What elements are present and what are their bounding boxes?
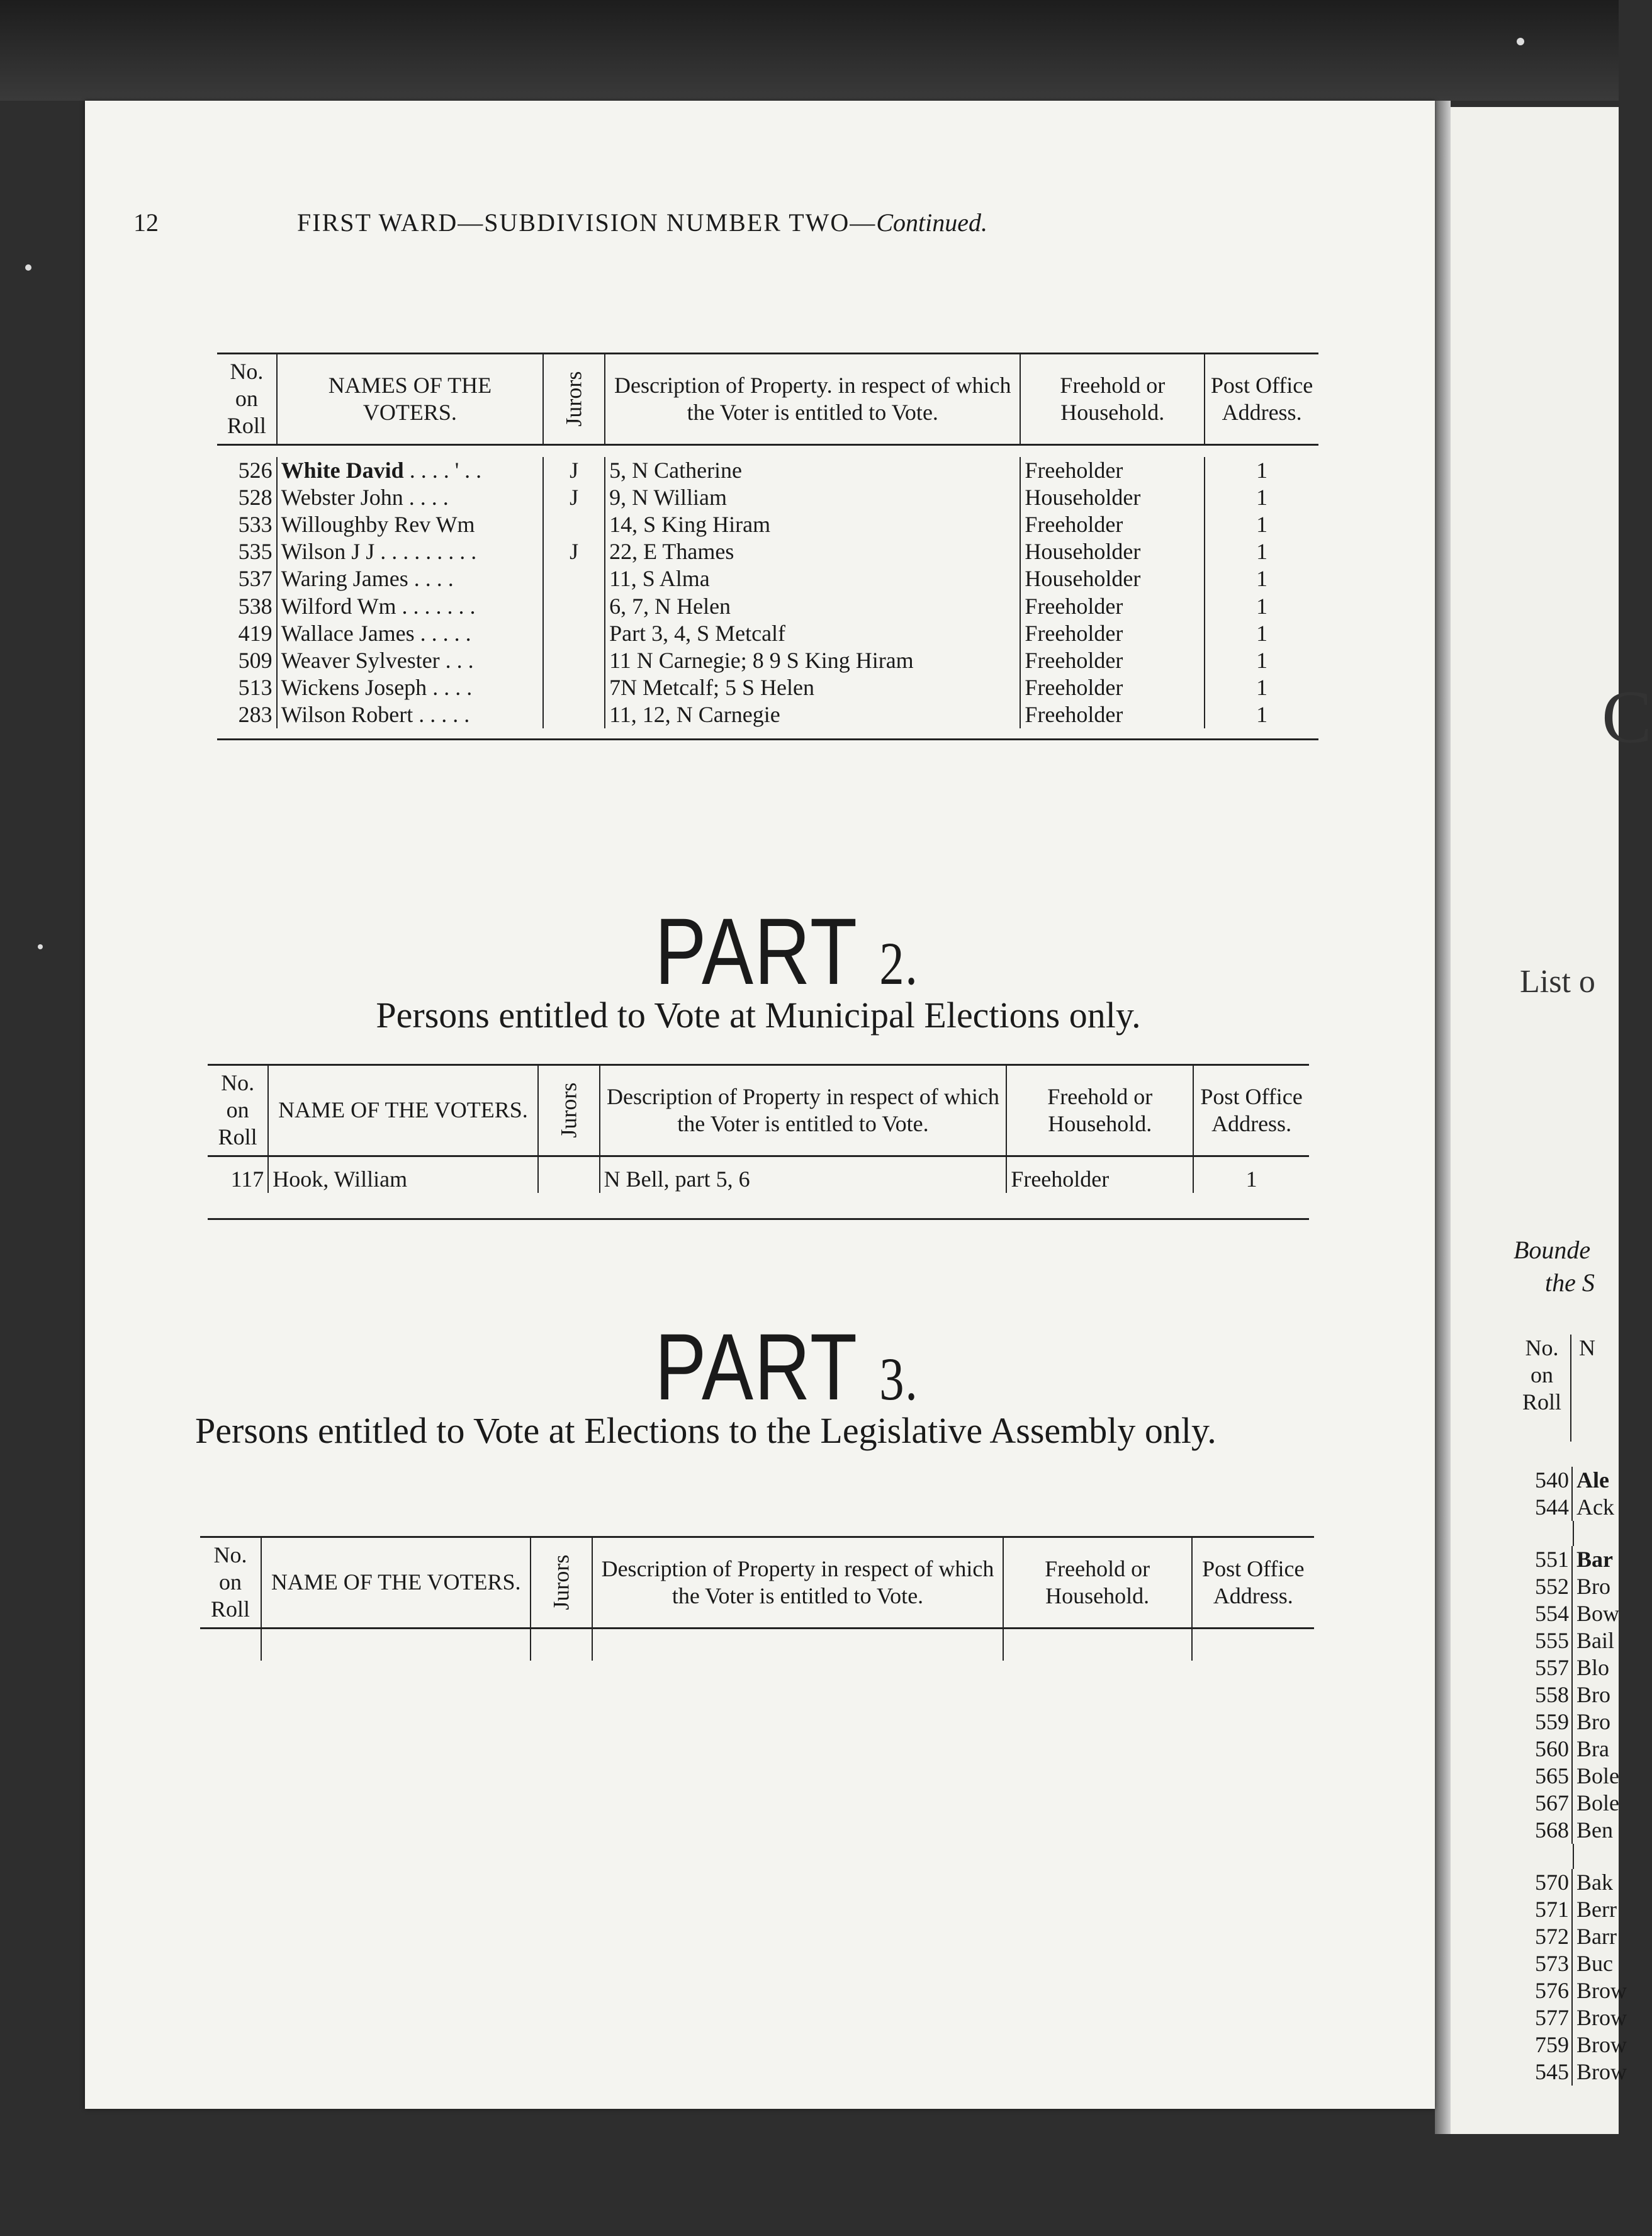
leader-dots: . . . . . xyxy=(414,620,471,646)
voter-row xyxy=(217,457,1318,484)
voter-name xyxy=(277,593,543,620)
right-roll-number: 567 xyxy=(1514,1790,1573,1817)
leader-dots: . . . . xyxy=(408,566,454,592)
part1-voter-table xyxy=(217,353,1318,740)
roll-number: 419 xyxy=(238,620,273,646)
col-freehold: Freehold or Household. xyxy=(1003,1537,1192,1629)
property-description: Part 3, 4, S Metcalf xyxy=(605,620,1020,647)
tenure: Freeholder xyxy=(1020,457,1205,484)
right-name-fragment: Brow xyxy=(1576,2032,1627,2057)
roll-number: 538 xyxy=(238,593,273,619)
scan-background-top xyxy=(0,0,1619,101)
col-jurors xyxy=(531,1537,592,1629)
voter-name-text: Willoughby Rev Wm xyxy=(281,511,475,537)
right-name-fragment: Blo xyxy=(1576,1655,1610,1680)
part1-rows xyxy=(217,457,1318,729)
right-list-item xyxy=(1514,1600,1627,1627)
part3-subtitle-text: Persons entitled to Vote at Elections to the Legislative Assembly only. xyxy=(195,1410,1217,1451)
right-name-fragment: Brow xyxy=(1576,2005,1627,2030)
juror-mark xyxy=(543,593,605,620)
tenure: Freeholder xyxy=(1020,674,1205,701)
right-roll-number: 576 xyxy=(1514,1977,1573,2004)
right-page-fragment xyxy=(1451,107,1652,2134)
tenure: Freeholder xyxy=(1020,701,1205,728)
voter-name xyxy=(277,484,543,511)
right-list-item xyxy=(1514,1627,1627,1654)
right-name-fragment: Buc xyxy=(1576,1951,1613,1976)
roll-number: 283 xyxy=(238,702,273,728)
right-list-item xyxy=(1514,1950,1627,1977)
right-roll-number: 572 xyxy=(1514,1923,1573,1950)
right-name-fragment: Bow xyxy=(1576,1601,1620,1626)
right-list-item xyxy=(1514,1467,1627,1494)
post-office-address: 1 xyxy=(1205,647,1318,674)
right-list-item xyxy=(1514,2031,1627,2058)
right-name-fragment: Bole xyxy=(1576,1763,1619,1788)
right-name-fragment: Bro xyxy=(1576,1574,1610,1599)
right-name-fragment: Bro xyxy=(1576,1682,1610,1707)
right-name-fragment: Bro xyxy=(1576,1709,1610,1734)
property-description: 11, S Alma xyxy=(605,565,1020,592)
bounded-line-2: the S xyxy=(1545,1268,1595,1297)
leader-dots: . . . xyxy=(439,647,474,673)
jurors-label: Jurors xyxy=(548,1554,574,1610)
leader-dots: . . . . . xyxy=(413,702,470,728)
right-name-fragment: Ack xyxy=(1576,1494,1614,1520)
right-roll-number: 544 xyxy=(1514,1494,1573,1521)
leader-dots: . . . . ' . . xyxy=(403,457,482,483)
right-name-fragment: Brow xyxy=(1576,1978,1627,2003)
juror-mark: J xyxy=(543,538,605,565)
voter-name-text: White David xyxy=(281,457,404,483)
part3-title-word: PART xyxy=(655,1314,857,1420)
juror-mark xyxy=(543,647,605,674)
part2-title-word: PART xyxy=(655,898,857,1004)
property-description: 5, N Catherine xyxy=(605,457,1020,484)
voter-name: Hook, William xyxy=(268,1156,537,1193)
voter-name xyxy=(277,620,543,647)
property-description: 11, 12, N Carnegie xyxy=(605,701,1020,728)
voter-name xyxy=(277,674,543,701)
property-description: 9, N William xyxy=(605,484,1020,511)
right-name-fragment: Bar xyxy=(1576,1547,1613,1572)
right-roll-number: 540 xyxy=(1514,1467,1573,1494)
roll-number: 117 xyxy=(230,1166,264,1192)
voter-row xyxy=(217,620,1318,647)
scan-speck xyxy=(1517,38,1524,45)
right-roll-number: 552 xyxy=(1514,1573,1573,1600)
right-name-fragment: Bra xyxy=(1576,1736,1609,1761)
voter-row xyxy=(217,484,1318,511)
voter-name xyxy=(277,457,543,484)
jurors-label: Jurors xyxy=(561,371,587,427)
tenure: Householder xyxy=(1020,565,1205,592)
post-office-address: 1 xyxy=(1193,1156,1309,1193)
col-jurors xyxy=(538,1065,600,1156)
right-roll-number: 551 xyxy=(1514,1546,1573,1573)
post-office-address: 1 xyxy=(1205,511,1318,538)
part2-number: 2. xyxy=(879,930,919,997)
tenure: Freeholder xyxy=(1020,620,1205,647)
tenure: Freeholder xyxy=(1020,511,1205,538)
right-list-item xyxy=(1514,1573,1627,1600)
roll-number: 513 xyxy=(238,675,273,701)
page-number: 12 xyxy=(133,208,159,237)
tenure: Freeholder xyxy=(1006,1156,1193,1193)
right-list-item xyxy=(1514,2004,1627,2031)
property-description: N Bell, part 5, 6 xyxy=(600,1156,1007,1193)
right-page-heading-letter: C xyxy=(1602,675,1652,759)
property-description: 6, 7, N Helen xyxy=(605,593,1020,620)
leader-dots: . . . . . . . . . xyxy=(374,539,477,565)
voter-row xyxy=(217,511,1318,538)
post-office-address: 1 xyxy=(1205,538,1318,565)
juror-mark xyxy=(538,1156,600,1193)
post-office-address: 1 xyxy=(1205,565,1318,592)
col-post-office: Post Office Address. xyxy=(1205,354,1318,445)
voter-row xyxy=(217,593,1318,620)
roll-number: 528 xyxy=(238,484,273,510)
col-post-office: Post Office Address. xyxy=(1193,1065,1309,1156)
roll-number: 533 xyxy=(238,511,273,537)
juror-mark xyxy=(543,620,605,647)
right-list-item xyxy=(1514,1681,1627,1708)
right-name-fragment: Brow xyxy=(1576,2059,1627,2084)
right-name-fragment: Ale xyxy=(1576,1467,1609,1493)
voter-row xyxy=(217,538,1318,565)
voter-name-text: Wallace James xyxy=(281,620,415,646)
col-description: Description of Property in respect of which the Voter is entitled to Vote. xyxy=(592,1537,1003,1629)
post-office-address: 1 xyxy=(1205,674,1318,701)
right-name-fragment: Barr xyxy=(1576,1924,1617,1949)
roll-number: 509 xyxy=(238,647,273,673)
col-names: NAME OF THE VOTERS. xyxy=(268,1065,537,1156)
part3-subtitle xyxy=(195,1410,1322,1452)
right-list-item xyxy=(1514,1654,1627,1681)
col-description: Description of Property. in respect of which the Voter is entitled to Vote. xyxy=(605,354,1020,445)
voter-row xyxy=(208,1156,1309,1193)
juror-mark xyxy=(543,674,605,701)
voter-name-text: Wickens Joseph xyxy=(281,675,427,701)
right-name-fragment: Berr xyxy=(1576,1897,1617,1922)
post-office-address: 1 xyxy=(1205,620,1318,647)
voter-name-text: Wilford Wm xyxy=(281,593,396,619)
col-no-on-roll: No. on Roll xyxy=(200,1537,261,1629)
right-col-names: N xyxy=(1579,1335,1595,1360)
property-description: 14, S King Hiram xyxy=(605,511,1020,538)
part2-rows xyxy=(208,1156,1309,1193)
voter-name xyxy=(277,538,543,565)
part2-title xyxy=(503,897,1070,1006)
voter-name xyxy=(277,701,543,728)
voter-name-text: Waring James xyxy=(281,566,408,592)
post-office-address: 1 xyxy=(1205,593,1318,620)
page-header xyxy=(133,208,1178,246)
voter-name xyxy=(277,647,543,674)
right-list-item xyxy=(1514,1817,1627,1844)
voter-row xyxy=(217,647,1318,674)
right-list-item xyxy=(1514,1977,1627,2004)
part3-number: 3. xyxy=(879,1345,919,1413)
right-list-item xyxy=(1514,1923,1627,1950)
right-list-item xyxy=(1514,1869,1627,1896)
right-roll-number: 577 xyxy=(1514,2004,1573,2031)
right-list-item xyxy=(1514,1736,1627,1763)
leader-dots: . . . . xyxy=(427,675,473,701)
col-names: NAMES OF THE VOTERS. xyxy=(277,354,543,445)
right-roll-number: 559 xyxy=(1514,1708,1573,1736)
leader-dots: . . . . xyxy=(403,484,449,510)
right-page-list-heading: List o xyxy=(1520,964,1595,1000)
col-freehold: Freehold or Household. xyxy=(1020,354,1205,445)
right-roll-number: 560 xyxy=(1514,1736,1573,1763)
right-roll-number: 554 xyxy=(1514,1600,1573,1627)
col-names: NAME OF THE VOTERS. xyxy=(261,1537,531,1629)
bounded-line-1: Bounde xyxy=(1514,1236,1591,1264)
tenure: Householder xyxy=(1020,538,1205,565)
right-list-item xyxy=(1514,1790,1627,1817)
tenure: Householder xyxy=(1020,484,1205,511)
running-head-continued: Continued. xyxy=(876,208,987,237)
part2-voter-table xyxy=(208,1064,1309,1220)
property-description: 7N Metcalf; 5 S Helen xyxy=(605,674,1020,701)
right-name-fragment: Bak xyxy=(1576,1870,1613,1895)
post-office-address: 1 xyxy=(1205,484,1318,511)
right-roll-number: 571 xyxy=(1514,1896,1573,1923)
col-no-on-roll: No. on Roll xyxy=(208,1065,268,1156)
running-head xyxy=(297,208,987,237)
right-list-item xyxy=(1514,1763,1627,1790)
voter-row xyxy=(217,565,1318,592)
col-jurors xyxy=(543,354,605,445)
roll-number: 535 xyxy=(238,539,273,565)
voter-name xyxy=(277,565,543,592)
voter-name-text: Wilson Robert xyxy=(281,702,413,728)
scan-speck xyxy=(25,264,31,271)
right-roll-number: 555 xyxy=(1514,1627,1573,1654)
leader-dots: . . . . . . . xyxy=(396,593,476,619)
tenure: Freeholder xyxy=(1020,647,1205,674)
tenure: Freeholder xyxy=(1020,593,1205,620)
voter-row xyxy=(217,701,1318,728)
right-list-item xyxy=(1514,1494,1627,1521)
right-page-table-header xyxy=(1514,1335,1639,1442)
scan-speck xyxy=(38,944,43,949)
part3-title xyxy=(503,1313,1070,1421)
voter-name-text: Wilson J J xyxy=(281,539,375,565)
part3-voter-table xyxy=(200,1536,1314,1661)
right-roll-number: 557 xyxy=(1514,1654,1573,1681)
right-page-bounded-note xyxy=(1514,1234,1595,1299)
voter-name-text: Weaver Sylvester xyxy=(281,647,440,673)
right-list-gap xyxy=(1514,1844,1574,1869)
right-list-item xyxy=(1514,2058,1627,2086)
roll-number: 537 xyxy=(238,566,273,592)
right-col-no-on-roll: No. on Roll xyxy=(1514,1335,1571,1442)
right-roll-number: 759 xyxy=(1514,2031,1573,2058)
right-roll-number: 558 xyxy=(1514,1681,1573,1708)
right-list-item xyxy=(1514,1896,1627,1923)
right-name-fragment: Bole xyxy=(1576,1790,1619,1815)
juror-mark xyxy=(543,701,605,728)
right-page-rows xyxy=(1514,1467,1627,2086)
juror-mark: J xyxy=(543,484,605,511)
voter-row xyxy=(217,674,1318,701)
col-post-office: Post Office Address. xyxy=(1192,1537,1314,1629)
juror-mark: J xyxy=(543,457,605,484)
voter-name-text: Webster John xyxy=(281,484,403,510)
right-list-gap xyxy=(1514,1521,1574,1546)
post-office-address: 1 xyxy=(1205,701,1318,728)
right-roll-number: 545 xyxy=(1514,2058,1573,2086)
juror-mark xyxy=(543,511,605,538)
right-list-item xyxy=(1514,1546,1627,1573)
juror-mark xyxy=(543,565,605,592)
property-description: 22, E Thames xyxy=(605,538,1020,565)
right-name-fragment: Ben xyxy=(1576,1817,1613,1843)
right-list-item xyxy=(1514,1708,1627,1736)
post-office-address: 1 xyxy=(1205,457,1318,484)
right-roll-number: 573 xyxy=(1514,1950,1573,1977)
book-gutter xyxy=(1435,101,1451,2134)
right-name-fragment: Bail xyxy=(1576,1628,1614,1653)
right-roll-number: 568 xyxy=(1514,1817,1573,1844)
right-roll-number: 565 xyxy=(1514,1763,1573,1790)
part2-subtitle: Persons entitled to Vote at Municipal Elections only. xyxy=(376,995,1141,1036)
voter-name xyxy=(277,511,543,538)
running-head-text: FIRST WARD—SUBDIVISION NUMBER TWO— xyxy=(297,208,877,237)
jurors-label: Jurors xyxy=(556,1082,582,1138)
col-no-on-roll: No. on Roll xyxy=(217,354,277,445)
col-freehold: Freehold or Household. xyxy=(1006,1065,1193,1156)
roll-number: 526 xyxy=(238,457,273,483)
right-roll-number: 570 xyxy=(1514,1869,1573,1896)
col-description: Description of Property in respect of which the Voter is entitled to Vote. xyxy=(600,1065,1007,1156)
property-description: 11 N Carnegie; 8 9 S King Hiram xyxy=(605,647,1020,674)
